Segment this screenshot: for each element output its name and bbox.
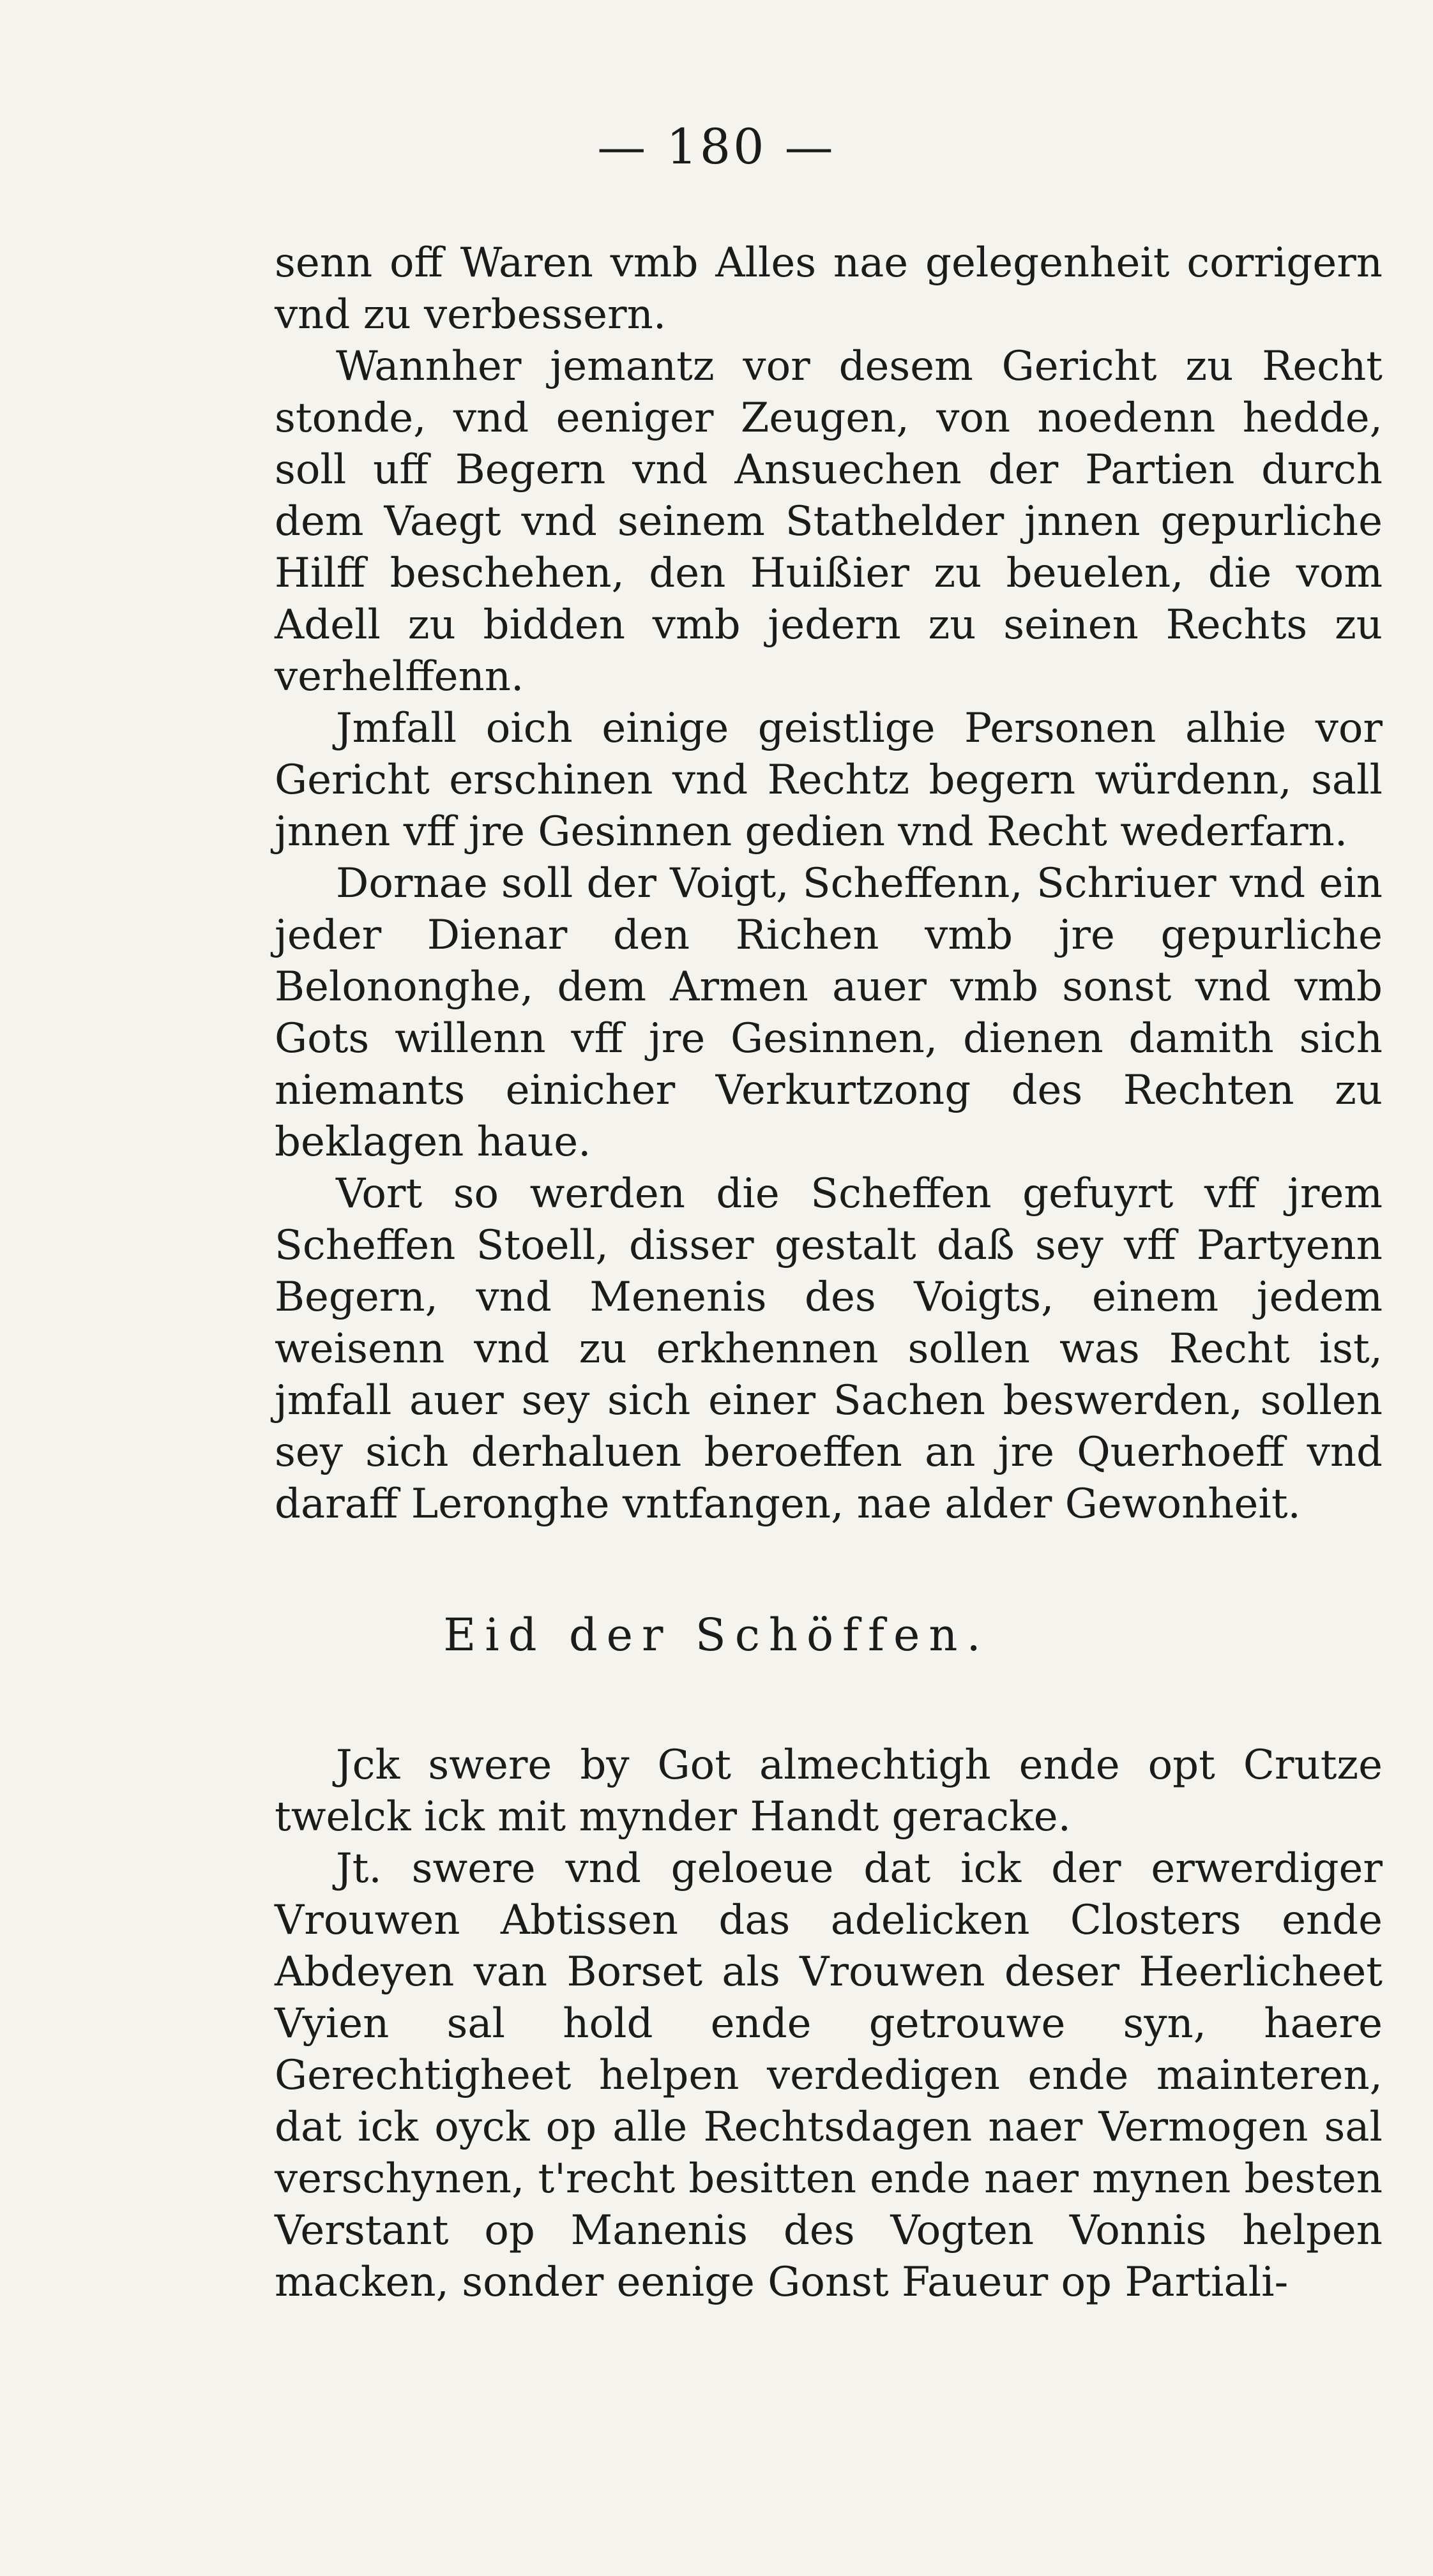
paragraph: Wannher jemantz vor desem Gericht zu Recht stonde, vnd eeniger Zeugen, von noedenn hedde, soll uff Begern vnd Ansuechen der Partien durch dem Vaegt vnd seinem Stathelder jnnen gepurliche Hilff beschehen, den Huißier zu beuelen, die vom Adell zu bidden vmb jedern zu seinen Rechts zu verhelffenn. <box>275 343 1383 700</box>
text-block-upper <box>275 237 1383 1530</box>
paragraph: Jt. swere vnd geloeue dat ick der erwerdiger Vrouwen Abtissen das adelicken Closters ende Abdeyen van Borset als Vrouwen deser Heerlicheet Vyien sal hold ende getrouwe syn, haere Gerechtigheet helpen verdedigen ende mainteren, dat ick oyck op alle Rechtsdagen naer Vermogen sal verschynen, t'recht besitten ende naer mynen besten Verstant op Manenis des Vogten Vonnis helpen macken, sonder eenige Gonst Faueur op Partiali- <box>275 1845 1383 2306</box>
text-block-lower <box>275 1740 1383 2309</box>
paragraph: Jck swere by Got almechtigh ende opt Crutze twelck ick mit mynder Handt geracke. <box>275 1742 1383 1841</box>
paragraph: Dornae soll der Voigt, Scheffenn, Schriuer vnd ein jeder Dienar den Richen vmb jre gepurliche Belononghe, dem Armen auer vmb sonst vnd vmb Gots willenn vff jre Gesinnen, dienen damith sich niemants einicher Verkurtzong des Rechten zu beklagen haue. <box>275 860 1383 1166</box>
paragraph: senn off Waren vmb Alles nae gelegenheit corrigern vnd zu verbessern. <box>275 239 1383 338</box>
section-heading: Eid der Schöffen. <box>443 1609 990 1661</box>
paragraph: Vort so werden die Scheffen gefuyrt vff jrem Scheffen Stoell, disser gestalt daß sey vff Partyenn Begern, vnd Menenis des Voigts, einem jedem weisenn vnd zu erkhennen sollen was Recht ist, jmfall auer sey sich einer Sachen beswerden, sollen sey sich derhaluen beroeffen an jre Querhoeff vnd daraff Leronghe vntfangen, nae alder Gewonheit. <box>275 1170 1383 1528</box>
page-number: — 180 — <box>597 118 836 175</box>
paragraph: Jmfall oich einige geistlige Personen alhie vor Gericht erschinen vnd Rechtz begern würdenn, sall jnnen vff jre Gesinnen gedien vnd Recht wederfarn. <box>275 705 1383 855</box>
